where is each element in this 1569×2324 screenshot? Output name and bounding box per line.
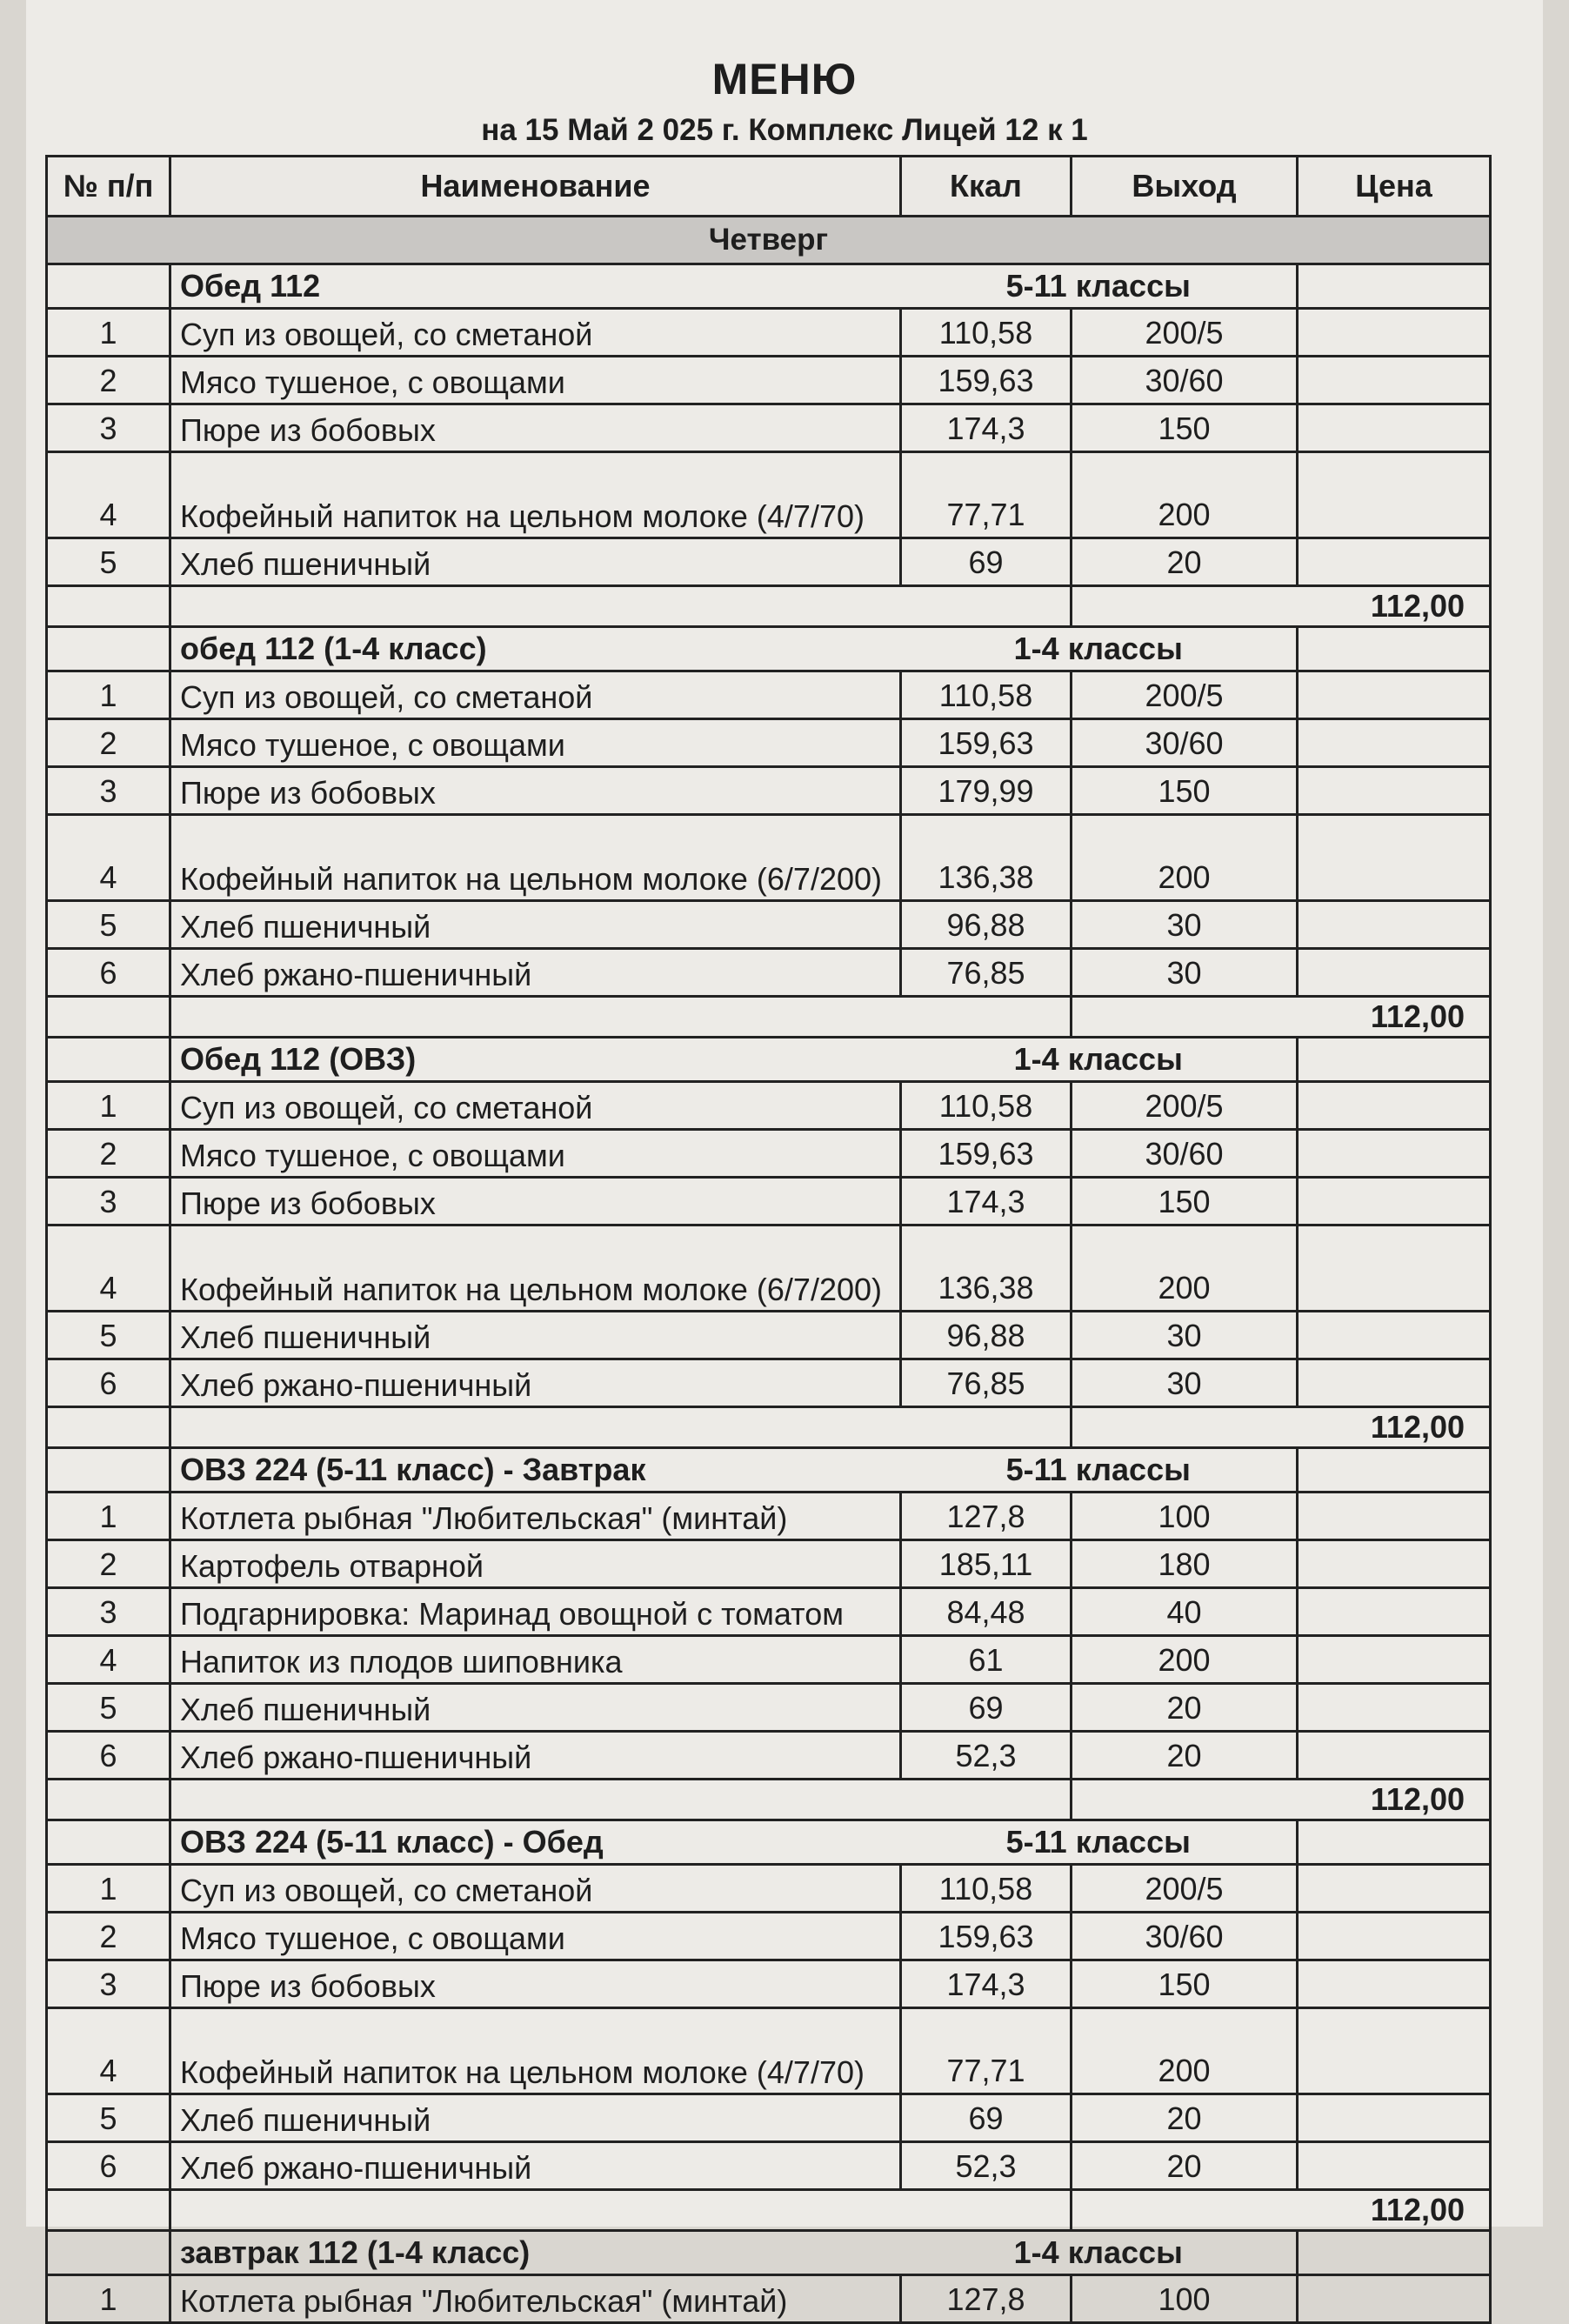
item-number: 4: [47, 452, 170, 538]
item-price: [1298, 949, 1491, 997]
item-price: [1298, 1588, 1491, 1636]
item-price: [1298, 2142, 1491, 2190]
item-number: 6: [47, 1732, 170, 1780]
item-kcal: 110,58: [901, 671, 1072, 719]
item-output: 200: [1072, 1225, 1298, 1312]
item-name: Пюре из бобовых: [170, 767, 901, 815]
total-spacer: [170, 2190, 1072, 2231]
table-row: [47, 901, 1491, 949]
item-kcal: 110,58: [901, 309, 1072, 357]
item-number: 2: [47, 1130, 170, 1178]
item-name: Картофель отварной: [170, 1540, 901, 1588]
item-output: 200: [1072, 1636, 1298, 1684]
table-row: [47, 452, 1491, 538]
item-price: [1298, 767, 1491, 815]
menu-title: МЕНЮ: [711, 55, 858, 104]
item-output: 30/60: [1072, 1130, 1298, 1178]
item-number: 3: [47, 1178, 170, 1225]
item-output: 200/5: [1072, 1865, 1298, 1913]
table-row: [47, 767, 1491, 815]
item-kcal: 159,63: [901, 719, 1072, 767]
item-kcal: 96,88: [901, 1312, 1072, 1359]
item-price: [1298, 1960, 1491, 2008]
item-number: 5: [47, 2094, 170, 2142]
item-name: Котлета рыбная "Любительская" (минтай): [170, 1493, 901, 1540]
group-classes: 5-11 классы: [901, 264, 1298, 309]
item-output: 200: [1072, 452, 1298, 538]
item-price: [1298, 452, 1491, 538]
item-kcal: 185,11: [901, 1540, 1072, 1588]
item-kcal: 61: [901, 1636, 1072, 1684]
item-output: 30/60: [1072, 1913, 1298, 1960]
group-num-cell: [47, 1038, 170, 1082]
item-number: 1: [47, 2275, 170, 2323]
group-total-price: 112,00: [1072, 997, 1491, 1038]
item-name: Хлеб пшеничный: [170, 1312, 901, 1359]
total-num-cell: [47, 586, 170, 627]
item-price: [1298, 1540, 1491, 1588]
table-row: [47, 671, 1491, 719]
item-kcal: 174,3: [901, 1178, 1072, 1225]
item-price: [1298, 1178, 1491, 1225]
item-output: 150: [1072, 767, 1298, 815]
item-name: Пюре из бобовых: [170, 404, 901, 452]
group-num-cell: [47, 2231, 170, 2275]
item-kcal: 159,63: [901, 1913, 1072, 1960]
item-number: 6: [47, 2142, 170, 2190]
item-price: [1298, 2008, 1491, 2094]
day-label: Четверг: [47, 217, 1491, 264]
item-price: [1298, 1913, 1491, 1960]
item-price: [1298, 404, 1491, 452]
item-kcal: 77,71: [901, 2008, 1072, 2094]
item-kcal: 76,85: [901, 1359, 1072, 1407]
group-header-row: [47, 1038, 1491, 1082]
group-total-row: [47, 1780, 1491, 1820]
item-name: Напиток из плодов шиповника: [170, 1636, 901, 1684]
item-price: [1298, 2094, 1491, 2142]
table-row: [47, 1540, 1491, 1588]
item-name: Суп из овощей, со сметаной: [170, 1865, 901, 1913]
item-name: Мясо тушеное, с овощами: [170, 719, 901, 767]
item-name: Хлеб пшеничный: [170, 1684, 901, 1732]
group-title: завтрак 112 (1-4 класс): [170, 2231, 901, 2275]
item-price: [1298, 1359, 1491, 1407]
item-number: 4: [47, 1225, 170, 1312]
col-num-header: № п/п: [47, 157, 170, 217]
item-kcal: 174,3: [901, 404, 1072, 452]
item-number: 4: [47, 1636, 170, 1684]
item-number: 3: [47, 767, 170, 815]
item-number: 1: [47, 1865, 170, 1913]
group-title: обед 112 (1-4 класс): [170, 627, 901, 671]
item-number: 2: [47, 719, 170, 767]
table-row: [47, 2142, 1491, 2190]
total-num-cell: [47, 1407, 170, 1448]
table-row: [47, 1225, 1491, 1312]
item-output: 30: [1072, 901, 1298, 949]
table-row: [47, 404, 1491, 452]
item-price: [1298, 1636, 1491, 1684]
group-num-cell: [47, 1448, 170, 1493]
item-number: 1: [47, 1493, 170, 1540]
table-row: [47, 1588, 1491, 1636]
item-output: 150: [1072, 1178, 1298, 1225]
item-number: 1: [47, 1082, 170, 1130]
item-price: [1298, 815, 1491, 901]
item-name: Хлеб пшеничный: [170, 2094, 901, 2142]
item-kcal: 127,8: [901, 2275, 1072, 2323]
item-output: 40: [1072, 1588, 1298, 1636]
group-total-price: 112,00: [1072, 1780, 1491, 1820]
group-title: Обед 112: [170, 264, 901, 309]
item-output: 200/5: [1072, 1082, 1298, 1130]
item-output: 180: [1072, 1540, 1298, 1588]
item-output: 100: [1072, 1493, 1298, 1540]
table-header-row: [47, 157, 1491, 217]
item-name: Котлета рыбная "Любительская" (минтай): [170, 2275, 901, 2323]
group-classes: 5-11 классы: [901, 1820, 1298, 1865]
table-row: [47, 1312, 1491, 1359]
item-number: 2: [47, 1540, 170, 1588]
group-price-cell: [1298, 2231, 1491, 2275]
total-spacer: [170, 586, 1072, 627]
item-price: [1298, 309, 1491, 357]
group-price-cell: [1298, 1448, 1491, 1493]
item-output: 30/60: [1072, 357, 1298, 404]
col-name-header: Наименование: [170, 157, 901, 217]
item-kcal: 159,63: [901, 357, 1072, 404]
item-output: 200: [1072, 2008, 1298, 2094]
group-total-row: [47, 2190, 1491, 2231]
group-num-cell: [47, 1820, 170, 1865]
item-number: 5: [47, 901, 170, 949]
item-output: 200: [1072, 815, 1298, 901]
group-title: ОВЗ 224 (5-11 класс) - Обед: [170, 1820, 901, 1865]
item-name: Хлеб пшеничный: [170, 538, 901, 586]
item-kcal: 110,58: [901, 1865, 1072, 1913]
table-row: [47, 2008, 1491, 2094]
item-price: [1298, 1732, 1491, 1780]
day-row: [47, 217, 1491, 264]
menu-table: [45, 155, 1492, 2324]
total-num-cell: [47, 2190, 170, 2231]
item-kcal: 69: [901, 2094, 1072, 2142]
item-kcal: 69: [901, 538, 1072, 586]
group-header-row: [47, 627, 1491, 671]
item-name: Пюре из бобовых: [170, 1960, 901, 2008]
item-number: 4: [47, 815, 170, 901]
item-output: 200/5: [1072, 309, 1298, 357]
item-price: [1298, 357, 1491, 404]
table-row: [47, 1636, 1491, 1684]
table-row: [47, 1359, 1491, 1407]
item-name: Мясо тушеное, с овощами: [170, 357, 901, 404]
group-classes: 1-4 классы: [901, 627, 1298, 671]
item-number: 5: [47, 538, 170, 586]
item-number: 5: [47, 1312, 170, 1359]
table-row: [47, 1732, 1491, 1780]
table-row: [47, 1913, 1491, 1960]
item-number: 6: [47, 1359, 170, 1407]
item-output: 20: [1072, 1732, 1298, 1780]
item-kcal: 136,38: [901, 815, 1072, 901]
item-kcal: 136,38: [901, 1225, 1072, 1312]
item-price: [1298, 1312, 1491, 1359]
group-price-cell: [1298, 627, 1491, 671]
group-price-cell: [1298, 264, 1491, 309]
item-number: 1: [47, 671, 170, 719]
item-number: 4: [47, 2008, 170, 2094]
item-kcal: 76,85: [901, 949, 1072, 997]
item-kcal: 52,3: [901, 1732, 1072, 1780]
table-row: [47, 949, 1491, 997]
item-output: 20: [1072, 2142, 1298, 2190]
item-price: [1298, 1865, 1491, 1913]
item-name: Хлеб пшеничный: [170, 901, 901, 949]
item-price: [1298, 1684, 1491, 1732]
item-price: [1298, 1493, 1491, 1540]
total-spacer: [170, 997, 1072, 1038]
item-name: Подгарнировка: Маринад овощной с томатом: [170, 1588, 901, 1636]
item-price: [1298, 901, 1491, 949]
item-number: 2: [47, 357, 170, 404]
item-price: [1298, 1130, 1491, 1178]
item-price: [1298, 671, 1491, 719]
item-name: Кофейный напиток на цельном молоке (4/7/70): [170, 2008, 901, 2094]
item-output: 20: [1072, 2094, 1298, 2142]
item-kcal: 174,3: [901, 1960, 1072, 2008]
group-total-price: 112,00: [1072, 2190, 1491, 2231]
item-output: 30: [1072, 949, 1298, 997]
item-number: 3: [47, 404, 170, 452]
item-kcal: 84,48: [901, 1588, 1072, 1636]
total-spacer: [170, 1780, 1072, 1820]
table-row: [47, 309, 1491, 357]
table-row: [47, 1865, 1491, 1913]
group-classes: 1-4 классы: [901, 2231, 1298, 2275]
group-total-price: 112,00: [1072, 586, 1491, 627]
table-row: [47, 1493, 1491, 1540]
group-header-row: [47, 1448, 1491, 1493]
item-name: Хлеб ржано-пшеничный: [170, 1732, 901, 1780]
group-price-cell: [1298, 1820, 1491, 1865]
group-total-row: [47, 1407, 1491, 1448]
item-number: 3: [47, 1588, 170, 1636]
table-row: [47, 719, 1491, 767]
item-kcal: 110,58: [901, 1082, 1072, 1130]
group-price-cell: [1298, 1038, 1491, 1082]
item-name: Мясо тушеное, с овощами: [170, 1130, 901, 1178]
item-price: [1298, 1082, 1491, 1130]
item-number: 3: [47, 1960, 170, 2008]
table-row: [47, 2094, 1491, 2142]
group-total-row: [47, 586, 1491, 627]
item-output: 150: [1072, 404, 1298, 452]
item-kcal: 77,71: [901, 452, 1072, 538]
item-name: Пюре из бобовых: [170, 1178, 901, 1225]
group-total-row: [47, 997, 1491, 1038]
table-row: [47, 1684, 1491, 1732]
col-price-header: Цена: [1298, 157, 1491, 217]
group-title: Обед 112 (ОВЗ): [170, 1038, 901, 1082]
item-kcal: 127,8: [901, 1493, 1072, 1540]
col-out-header: Выход: [1072, 157, 1298, 217]
item-name: Суп из овощей, со сметаной: [170, 1082, 901, 1130]
group-header-row: [47, 264, 1491, 309]
item-price: [1298, 1225, 1491, 1312]
item-output: 150: [1072, 1960, 1298, 2008]
table-row: [47, 1178, 1491, 1225]
item-price: [1298, 2275, 1491, 2323]
item-number: 5: [47, 1684, 170, 1732]
item-number: 2: [47, 1913, 170, 1960]
item-name: Кофейный напиток на цельном молоке (6/7/200): [170, 1225, 901, 1312]
table-row: [47, 1130, 1491, 1178]
item-kcal: 96,88: [901, 901, 1072, 949]
menu-subtitle: на 15 Май 2 025 г. Комплекс Лицей 12 к 1: [481, 113, 1088, 147]
group-title: ОВЗ 224 (5-11 класс) - Завтрак: [170, 1448, 901, 1493]
group-classes: 5-11 классы: [901, 1448, 1298, 1493]
item-price: [1298, 538, 1491, 586]
item-kcal: 159,63: [901, 1130, 1072, 1178]
item-output: 20: [1072, 1684, 1298, 1732]
table-row: [47, 357, 1491, 404]
item-name: Суп из овощей, со сметаной: [170, 309, 901, 357]
total-num-cell: [47, 1780, 170, 1820]
item-number: 6: [47, 949, 170, 997]
table-row: [47, 1082, 1491, 1130]
item-output: 20: [1072, 538, 1298, 586]
item-name: Мясо тушеное, с овощами: [170, 1913, 901, 1960]
item-kcal: 52,3: [901, 2142, 1072, 2190]
group-classes: 1-4 классы: [901, 1038, 1298, 1082]
item-output: 100: [1072, 2275, 1298, 2323]
group-header-row: [47, 1820, 1491, 1865]
col-kcal-header: Ккал: [901, 157, 1072, 217]
item-name: Хлеб ржано-пшеничный: [170, 2142, 901, 2190]
item-name: Хлеб ржано-пшеничный: [170, 1359, 901, 1407]
item-output: 30/60: [1072, 719, 1298, 767]
item-price: [1298, 719, 1491, 767]
item-output: 30: [1072, 1312, 1298, 1359]
item-number: 1: [47, 309, 170, 357]
item-name: Кофейный напиток на цельном молоке (4/7/70): [170, 452, 901, 538]
item-kcal: 69: [901, 1684, 1072, 1732]
item-name: Кофейный напиток на цельном молоке (6/7/200): [170, 815, 901, 901]
total-spacer: [170, 1407, 1072, 1448]
total-num-cell: [47, 997, 170, 1038]
table-row: [47, 538, 1491, 586]
item-output: 200/5: [1072, 671, 1298, 719]
table-row: [47, 815, 1491, 901]
table-row: [47, 2275, 1491, 2323]
group-num-cell: [47, 627, 170, 671]
group-num-cell: [47, 264, 170, 309]
item-name: Суп из овощей, со сметаной: [170, 671, 901, 719]
item-name: Хлеб ржано-пшеничный: [170, 949, 901, 997]
table-row: [47, 1960, 1491, 2008]
item-kcal: 179,99: [901, 767, 1072, 815]
group-header-row: [47, 2231, 1491, 2275]
item-output: 30: [1072, 1359, 1298, 1407]
group-total-price: 112,00: [1072, 1407, 1491, 1448]
